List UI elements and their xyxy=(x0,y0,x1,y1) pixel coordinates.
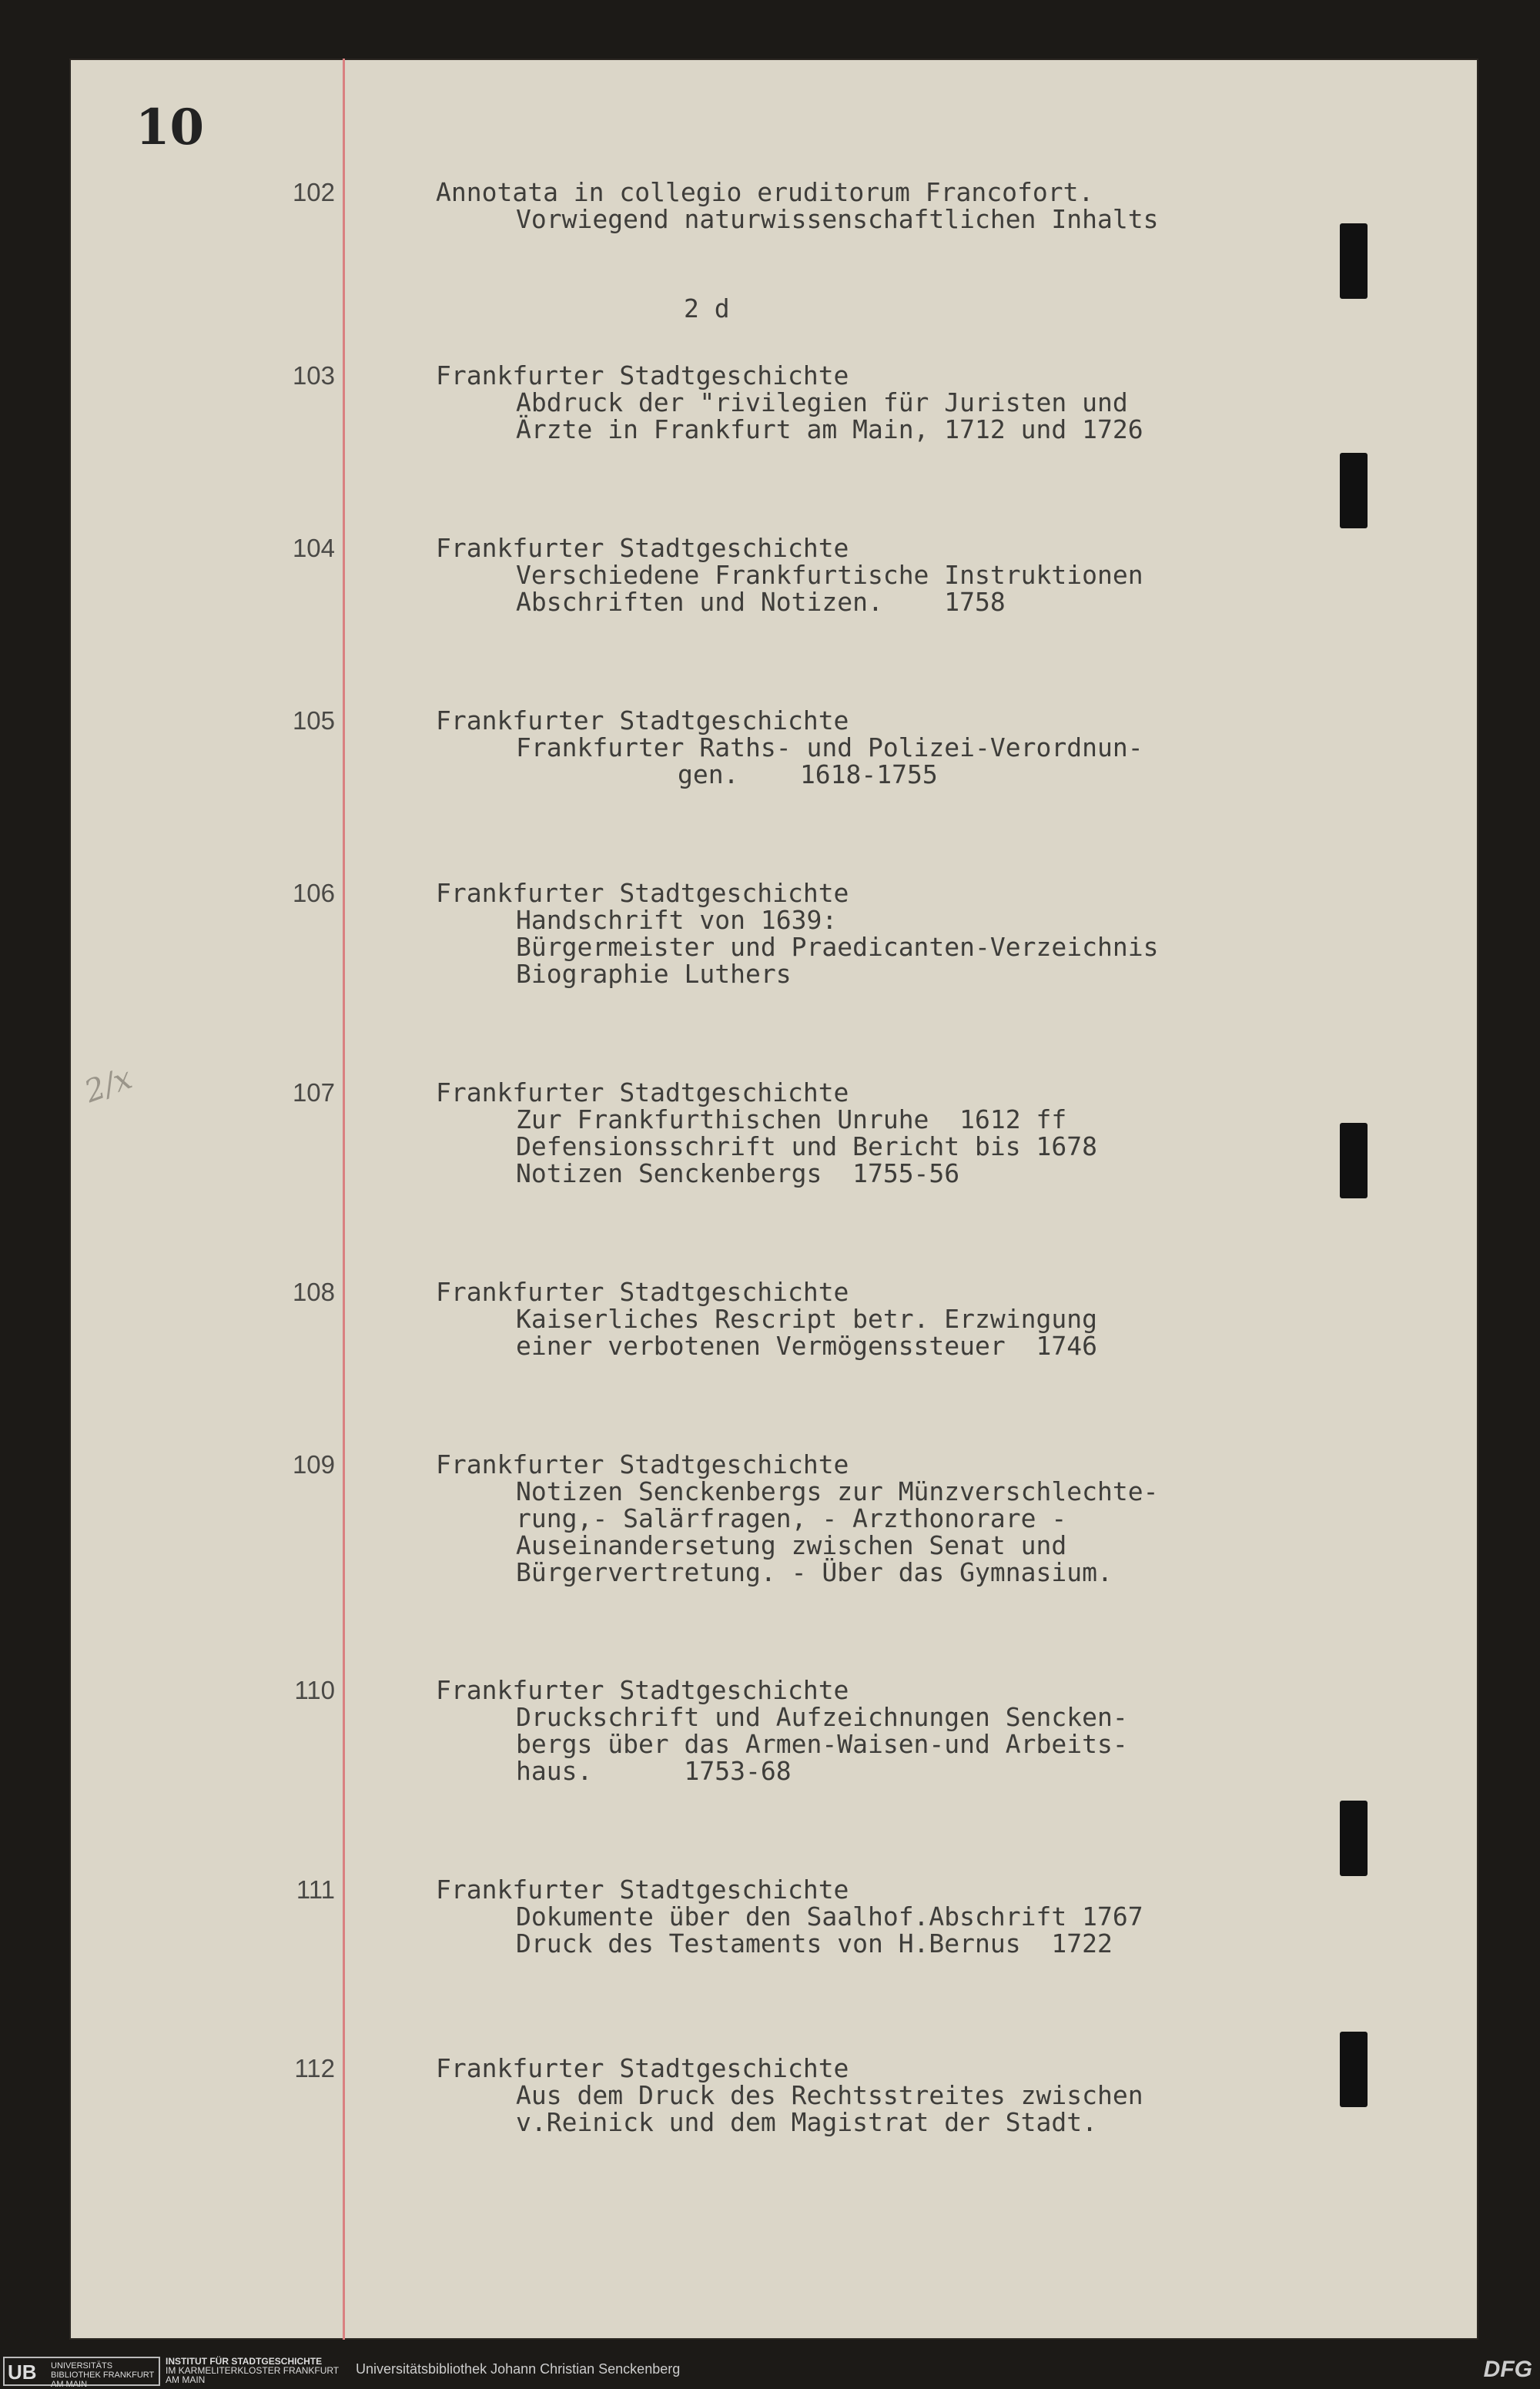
entry-title: Frankfurter Stadtgeschichte xyxy=(436,533,849,563)
entry-line: Notizen Senckenbergs 1755-56 xyxy=(516,1158,960,1188)
entry-title: Frankfurter Stadtgeschichte xyxy=(436,705,849,735)
entry-title: Annotata in collegio eruditorum Francofort. xyxy=(436,177,1094,207)
entry-line: Vorwiegend naturwissenschaftlichen Inhalts xyxy=(516,204,1159,234)
entry-line: Bürgermeister und Praedicanten-Verzeichnis xyxy=(516,932,1159,962)
index-tab xyxy=(1340,453,1368,528)
ifs-logo-title: INSTITUT FÜR STADTGESCHICHTE xyxy=(166,2356,323,2367)
entry-line: Auseinandersetung zwischen Senat und xyxy=(516,1530,1067,1560)
entry-title: Frankfurter Stadtgeschichte xyxy=(436,360,849,390)
entry-line: Defensionsschrift und Bericht bis 1678 xyxy=(516,1131,1097,1161)
entry-title: Frankfurter Stadtgeschichte xyxy=(436,1675,849,1705)
ub-logo-mark: UB xyxy=(8,2361,37,2384)
entry-line: Handschrift von 1639: xyxy=(516,905,838,935)
index-tab xyxy=(1340,2032,1368,2107)
entry-line: einer verbotenen Vermögenssteuer 1746 xyxy=(516,1331,1097,1361)
entry-line: Druckschrift und Aufzeichnungen Sencken- xyxy=(516,1702,1128,1732)
entry-line: gen. 1618-1755 xyxy=(678,759,938,789)
entry-number: 109 xyxy=(292,1450,335,1479)
entry-number: 107 xyxy=(292,1078,335,1107)
ifs-logo xyxy=(166,2357,343,2386)
entry-line: bergs über das Armen-Waisen-und Arbeits- xyxy=(516,1729,1128,1759)
ub-logo-text: UNIVERSITÄTS BIBLIOTHEK FRANKFURT AM MAIN xyxy=(51,2361,155,2389)
entry-number: 112 xyxy=(294,2054,335,2082)
ub-logo xyxy=(3,2357,160,2389)
entry-line: rung,- Salärfragen, - Arzthonorare - xyxy=(516,1503,1067,1533)
entry-line: Ärzte in Frankfurt am Main, 1712 und 1726 xyxy=(516,414,1143,444)
entry-line: haus. 1753-68 xyxy=(516,1756,792,1786)
entry-title: Frankfurter Stadtgeschichte xyxy=(436,2053,849,2083)
entry-number: 103 xyxy=(292,361,335,390)
entry-line: Biographie Luthers xyxy=(516,959,792,989)
entry-number: 108 xyxy=(292,1278,335,1306)
index-tab xyxy=(1340,223,1368,299)
entry-line: v.Reinick und dem Magistrat der Stadt. xyxy=(516,2107,1097,2137)
entry-number: 110 xyxy=(294,1676,335,1704)
entry-line: Verschiedene Frankfurtische Instruktionen xyxy=(516,560,1143,590)
index-tab xyxy=(1340,1801,1368,1876)
page-number: 10 xyxy=(136,99,205,156)
pencil-note: 2/x xyxy=(79,1060,137,1111)
entry-number: 105 xyxy=(292,706,335,735)
entry-number: 102 xyxy=(292,178,335,206)
entry-line: Notizen Senckenbergs zur Münzverschlechte- xyxy=(516,1476,1159,1506)
entry-line: Bürgervertretung. - Über das Gymnasium. xyxy=(516,1557,1113,1587)
margin-line xyxy=(343,59,345,2340)
entry-title: Frankfurter Stadtgeschichte xyxy=(436,878,849,908)
footer-bar xyxy=(0,2349,1540,2389)
entry-line: Kaiserliches Rescript betr. Erzwingung xyxy=(516,1304,1097,1334)
paper-sheet xyxy=(69,59,1478,2340)
entry-line: Aus dem Druck des Rechtsstreites zwischen xyxy=(516,2080,1143,2110)
entry-title: Frankfurter Stadtgeschichte xyxy=(436,1277,849,1307)
dfg-logo: DFG xyxy=(1483,2357,1532,2382)
entry-line: Druck des Testaments von H.Bernus 1722 xyxy=(516,1928,1113,1958)
section-mark: 2 d xyxy=(684,293,730,323)
ifs-logo-subtitle: IM KARMELITERKLOSTER FRANKFURT AM MAIN xyxy=(166,2365,339,2385)
entry-title: Frankfurter Stadtgeschichte xyxy=(436,1449,849,1479)
entry-line: Frankfurter Raths- und Polizei-Verordnun- xyxy=(516,732,1143,762)
library-caption: Universitätsbibliothek Johann Christian Senckenberg xyxy=(356,2361,681,2377)
entry-title: Frankfurter Stadtgeschichte xyxy=(436,1875,849,1905)
entry-line: Abschriften und Notizen. 1758 xyxy=(516,587,1006,617)
entry-line: Zur Frankfurthischen Unruhe 1612 ff xyxy=(516,1104,1067,1134)
entry-line: Abdruck der "rivilegien für Juristen und xyxy=(516,387,1128,417)
entry-line: Dokumente über den Saalhof.Abschrift 1767 xyxy=(516,1901,1143,1932)
entry-title: Frankfurter Stadtgeschichte xyxy=(436,1077,849,1107)
entry-number: 106 xyxy=(292,879,335,907)
entry-number: 104 xyxy=(292,534,335,562)
index-tab xyxy=(1340,1123,1368,1198)
entry-number: 111 xyxy=(296,1875,335,1904)
